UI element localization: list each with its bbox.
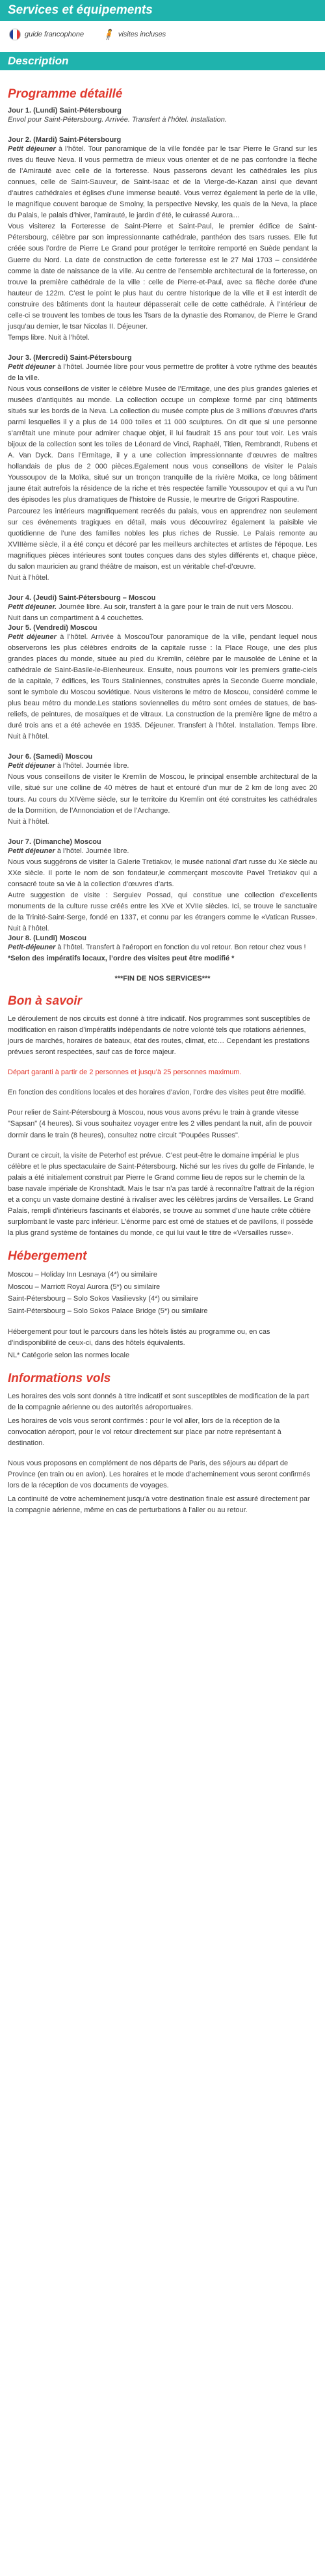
day-text: à l’hôtel. Journée libre. [57, 847, 129, 855]
day-4-5 [8, 594, 317, 743]
info-paragraph: Nous vous proposons en complément de nos départs de Paris, des séjours au départ de Province (en train ou en avion). Les horaires et le mode d’acheminement vous seront confirmés lors de la réception de vos documents de voyages. [8, 1459, 311, 1490]
day-title: Jour 6. (Samedi) Moscou [8, 753, 93, 761]
day-text: à l’hôtel. Tour panoramique de la ville fondée par le tsar Pierre le Grand sur les rives du fleuve Neva. Il vous permettra de mieux vous orienter et de ne pas confondre la flèche de l’Amirauté avec celle de la forteresse. Nous passerons devant les cathédrales les plus connues, celle de Saint-Sauveur, de Saint-Isaac et de la Vierge-de-Kazan ainsi que devant d’autres cathédrales et églises d’une immense beauté. Vous verrez également la perle de la ville, le magnifique couvent baroque de Smolny, la perspective Nevsky, les quais de la Neva, la place du Palais, le palais d’hiver, l’amirauté, le jardin d’été, le cuirassé Aurora… [8, 145, 317, 220]
hotel-list [8, 1269, 317, 1318]
day-lead: Petit déjeuner [8, 762, 55, 770]
day-text: à l’hôtel. Journée libre. [57, 762, 129, 770]
day-text: à l’hôtel. Transfert à l’aéroport en fonction du vol retour. Bon retour chez vous ! [57, 943, 306, 952]
day-6 [8, 753, 317, 827]
day-text: Vous visiterez la Forteresse de Saint-Pierre et Saint-Paul, le premier édifice de Saint-Pétersbourg, célèbre par son impressionnante cathédrale, panthéon des tsars russes. Elle fut créée sous l’ordre de Pierre Le Grand pour protéger le territoire remporté en Suède pendant la Guerre du Nord. La date de construction de cette forteresse est le 27 Mai 1703 – considérée comme la date de naissance de la ville. Au centre de l’ensemble architectural de la forteresse, on trouve la première cathédrale de la ville : celle de Pierre-et-Paul, avec sa flèche dorée d’une hauteur de 122m. C’est le point le plus haut du centre historique de la ville et il est interdit de construire des bâtiments dont la hauteur dépasserait celle de cette cathédrale. À l’intérieur de celle-ci se trouvent les tombes de tous les Tsars de la dynastie des Romanov, de Pierre le Grand jusqu’au dernier, le tsar Nicolas II. Déjeuner. [8, 223, 317, 331]
day-text: Nuit à l’hôtel. [8, 573, 49, 582]
day-text: à l’hôtel. Journée libre pour vous permettre de profiter à votre rythme des beautés de la ville. [8, 362, 317, 382]
info-paragraph: Le déroulement de nos circuits est donné à titre indicatif. Nos programmes sont susceptibles de modification en raison d’impératifs indépendants de notre volonté tels que rotations aériennes, jours de marchés, horaires de bateaux, état des routes, climat, etc… Cependant les prestations prévues seront respectées, sauf cas de force majeur. [8, 1015, 311, 1057]
day-7-8 [8, 838, 317, 964]
program-title: Programme détaillé [8, 87, 123, 101]
day-title: Jour 5. (Vendredi) Moscou [8, 623, 98, 632]
hotel-item: Moscou – Marriott Royal Aurora (5*) ou similaire [8, 1282, 161, 1291]
day-lead: Petit déjeuner. [8, 603, 57, 611]
info-paragraph-highlight: Départ garanti à partir de 2 personnes et jusqu’à 25 personnes maximum. [8, 1068, 242, 1077]
hotel-item: Saint-Pétersbourg – Solo Sokos Vasilievsky (4*) ou similaire [8, 1295, 198, 1303]
info-paragraph: En fonction des conditions locales et des horaires d’avion, l’ordre des visites peut être modifié. [8, 1089, 306, 1097]
info-paragraph: Pour relier de Saint-Pétersbourg à Moscou, nous vous avons prévu le train à grande vitesse "Sapsan" (4 heures). Si vous souhaitez voyager entre les 2 villes pendant la nuit, afin de pouvoir dormir dans le train (8 heures), consultez notre circuit "Poupées Russes". [8, 1109, 313, 1139]
day-lead: Petit déjeuner [8, 847, 55, 855]
day-text: Envol pour Saint-Pétersbourg. Arrivée. Transfert à l’hôtel. Installation. [8, 116, 227, 124]
day-title: Jour 7. (Dimanche) Moscou [8, 837, 101, 846]
service-visits-label: visites incluses [118, 31, 166, 38]
info-paragraph: Durant ce circuit, la visite de Peterhof est prévue. C’est peut-être le domaine impérial le plus célèbre et le plus spectaculaire de Saint-Pétersbourg. Niché sur les rives du golfe de Finlande, le palais a été initialement construit par Pierre le Grand comme lieu de repos sur le chemin de la base navale impériale de Kronshtadt. Mais le tsar n’a pas tardé à reconnaître l’attrait de la région et a conçu un vaste domaine destiné à rivaliser avec les célèbres jardins de Versailles. Le Grand Palais, rempli d’intérieurs fascinants et élaborés, se trouve au sommet d’une haute crête côtière surplombant le vaste parc inférieur. L’énorme parc est orné de statues et de pavillons, il possède la plus grand système de fontaines du monde, ce qui lui vaut le titre de «Versailles russe». [8, 1151, 315, 1237]
day-text: Parcourez les intérieurs magnifiquement recréés du palais, vous en apprendrez non seulement sur ces événements tragiques en détail, mais vous découvrirez également la paisible vie quotidienne de l’une des familles nobles les plus riches de Russie. Le Palais remonte au XVIIIème siècle, il a été conçu et décoré par les meilleurs architectes et artistes de l’époque. Les magnifiques pièces intérieures sont toutes conçues dans des styles différents et, chaque pièce, du salon mauricien au grand théâtre de maison, est un véritable chef-d’œuvre. [8, 507, 317, 571]
day-text: Journée libre. Au soir, transfert à la gare pour le train de nuit vers Moscou. [58, 603, 294, 611]
day-text: Temps libre. Nuit à l’hôtel. [8, 333, 90, 342]
day-3 [8, 354, 317, 584]
day-lead: Petit déjeuner [8, 362, 55, 371]
day-text: Autre suggestion de visite : Serguiev Possad, qui constitue une collection d’excellents monuments de la culture russe créés entre les XVe et XVIIe siècles. Ici, se trouve le sanctuaire de la Trinité-Saint-Serge, fondé en 1337, et connu par les étrangers comme le «Vatican Russe». Nuit à l’hôtel. [8, 891, 317, 932]
hotel-item: Moscou – Holiday Inn Lesnaya (4*) ou similaire [8, 1270, 157, 1279]
day-title: Jour 8. (Lundi) Moscou [8, 934, 86, 943]
day-text: à l’hôtel. Arrivée à MoscouTour panoramique de la ville, pendant lequel nous observerons les plus célèbres endroits de la capitale russe : la Place Rouge, une des plus grandes places du monde, située au pied du Kremlin, célèbre par le mausolée de Lénine et la cathédrale de Saint-Basile-le-Bienheureux. Ensuite, nous pourrons voir les premiers gratte-ciels de la capitale, 7 édifices, les Tours Staliniennes, construites après la Seconde Guerre mondiale, sont le symbole du Moscou soviétique. Nous visiterons le métro de Moscou, considéré comme le plus beau métro du monde.Les stations soviennelles du métro sont ornées de statues, de bas-reliefs, de peintures, de mosaïques et de vitraux. La construction de la première ligne de métro a duré trois ans et a été achevée en 1935. Déjeuner. Transfert à l’hôtel. Installation. Temps libre. Nuit à l’hôtel. [8, 632, 317, 741]
day-title: Jour 4. (Jeudi) Saint-Pétersbourg – Moscou [8, 593, 156, 602]
info-paragraph: Les horaires de vols vous seront confirmés : pour le vol aller, lors de la réception de la convocation aéroport, pour le vol retour directement sur place par notre représentant à destination. [8, 1417, 281, 1448]
service-guide-label: guide francophone [25, 31, 84, 38]
hebergement-title: Hébergement [8, 1249, 87, 1263]
day-note: *Selon des impératifs locaux, l’ordre des visites peut être modifié * [8, 955, 235, 963]
services-list [0, 21, 325, 52]
info-paragraph: NL* Catégorie selon las normes locale [8, 1351, 130, 1359]
day-title: Jour 3. (Mercredi) Saint-Pétersbourg [8, 353, 132, 362]
day-lead: Petit déjeuner [8, 145, 56, 154]
hotel-item: Saint-Pétersbourg – Solo Sokos Palace Bridge (5*) ou similaire [8, 1307, 208, 1315]
day-title: Jour 2. (Mardi) Saint-Pétersbourg [8, 136, 122, 144]
service-guide [9, 29, 84, 40]
day-text: Nous vous suggérons de visiter la Galerie Tretiakov, le musée national d’art russe du Xe siècle au XXe siècle. Il porte le nom de son fondateur,le commerçant moscovite Pavel Tretiakov qui a consacré toute sa vie à la collection d’œuvres d’arts. [8, 858, 317, 888]
day-text: Nous vous conseillons de visiter le célèbre Musée de l’Ermitage, une des plus grandes galeries et musées d’antiquités au monde. La collection occupe un complexe formé par cinq bâtiments situés sur les bords de la Neva. La collection du musée compte plus de 3 millions d’œuvres d’arts parmi lesquelles il y a plus de 14 000 toiles et 11 000 sculptures. On dit que si une personne s’arrêtait une minute pour admirer chaque objet, il lui faudrait 15 ans pour tout voir. Les vrais bijoux de la collection sont les toiles de Léonard de Vinci, Raphaël, Titien, Rembrandt, Rubens et A. Van Dyck. Dans l’Ermitage, il y a une collection impressionnante d’œuvres de maîtres hollandais de plus de 2 000 pièces.Egalement nous vous conseillons de visiter le Palais Youssoupov de la Moïka, situé sur un tronçon tranquille de la rivière Moïka, ce long bâtiment jaune était autrefois la résidence de la riche et très respectée famille Youssoupov et qui a vu l’un des épisodes les plus dramatiques de l’histoire de Russie, le meurtre de Grigori Raspoutine. [8, 385, 317, 504]
day-1 [8, 107, 317, 126]
end-of-services: ***FIN DE NOS SERVICES*** [114, 975, 211, 983]
day-text: Nous vous conseillons de visiter le Kremlin de Moscou, le principal ensemble architectural de la ville, situé sur une colline de 40 mètres de haut et entouré d’un mur de 2 km de long avec 20 tours. Au cours du XIVème siècle, sur le territoire du Kremlin ont été construites les cathédrales de la Dormition, de l’Annonciation et de l’Archange. [8, 773, 317, 815]
service-visits [102, 29, 166, 40]
day-title: Jour 1. (Lundi) Saint-Pétersbourg [8, 107, 122, 115]
info-paragraph: La continuité de votre acheminement jusqu’à votre destination finale est assuré directement par la compagnie aérienne, même en cas de perturbations à l’aller ou au retour. [8, 1495, 310, 1515]
description-header: Description [0, 52, 325, 70]
france-flag-icon [9, 29, 21, 40]
infos-vols-title: Informations vols [8, 1371, 111, 1385]
day-text: Nuit à l’hôtel. [8, 817, 49, 826]
services-header: Services et équipements [0, 0, 325, 21]
day-2 [8, 136, 317, 344]
person-icon: 🧍 [102, 29, 114, 40]
info-paragraph: Les horaires des vols sont donnés à titre indicatif et sont susceptibles de modification de la part de la compagnie aérienne ou des autorités aéroportuaires. [8, 1392, 309, 1411]
day-lead: Petit déjeuner [8, 632, 57, 641]
day-lead: Petit-déjeuner [8, 943, 56, 952]
bon-a-savoir-title: Bon à savoir [8, 994, 83, 1009]
info-paragraph: Hébergement pour tout le parcours dans les hôtels listés au programme ou, en cas d’indisponibilité de ceux-ci, dans des hôtels équivalents. [8, 1327, 270, 1347]
day-text: Nuit dans un compartiment à 4 couchettes. [8, 614, 144, 622]
program-section [0, 70, 325, 1516]
